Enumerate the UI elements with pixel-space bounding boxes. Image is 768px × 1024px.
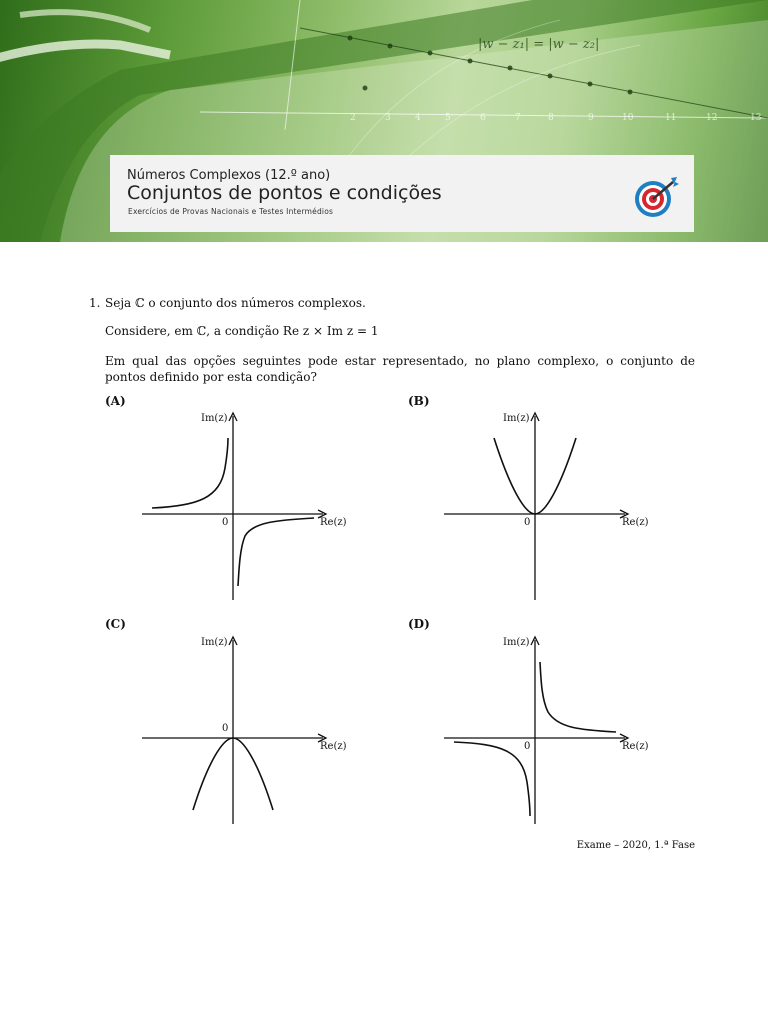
title-box xyxy=(110,155,694,232)
header-banner xyxy=(0,0,768,242)
option-d-label: (D) xyxy=(408,617,430,631)
question-condition: Considere, em ℂ, a condição Re z × Im z = 1 xyxy=(105,324,379,338)
target-logo-icon xyxy=(633,174,679,220)
question-number: 1. xyxy=(89,296,101,310)
option-b-label: (B) xyxy=(408,394,430,408)
svg-text:12: 12 xyxy=(706,113,718,123)
svg-text:9: 9 xyxy=(588,113,594,123)
question-prompt: Em qual das opções seguintes pode estar representado, no plano complexo, o conjunto de pontos definido por esta condição? xyxy=(105,354,695,384)
banner-formula: |w − z₁| = |w − z₂| xyxy=(478,37,600,52)
y-axis-label: Im(z) xyxy=(503,637,530,648)
curve-upper-right xyxy=(540,662,616,732)
graph-option-d xyxy=(440,632,655,827)
curve-upper-left xyxy=(152,438,228,508)
question-intro: Seja ℂ o conjunto dos números complexos. xyxy=(105,296,366,310)
x-axis-label: Re(z) xyxy=(622,741,649,752)
origin-label: 0 xyxy=(222,723,229,734)
y-axis-label: Im(z) xyxy=(201,637,228,648)
svg-text:11: 11 xyxy=(665,113,677,123)
svg-text:8: 8 xyxy=(548,113,554,123)
origin-label: 0 xyxy=(222,517,229,528)
page-subtitle: Exercícios de Provas Nacionais e Testes Intermédios xyxy=(128,207,334,216)
curve-lower-right xyxy=(238,518,314,586)
origin-label: 0 xyxy=(524,741,531,752)
source-reference: Exame – 2020, 1.ª Fase xyxy=(576,840,695,851)
subject-heading: Números Complexos (12.º ano) xyxy=(127,168,331,183)
svg-text:4: 4 xyxy=(415,113,421,123)
origin-label: 0 xyxy=(524,517,531,528)
graph-option-b xyxy=(440,408,655,603)
y-axis-label: Im(z) xyxy=(201,413,228,424)
x-axis-label: Re(z) xyxy=(320,741,347,752)
graph-option-a xyxy=(138,408,353,603)
x-axis-label: Re(z) xyxy=(320,517,347,528)
option-c-label: (C) xyxy=(105,617,126,631)
curve-lower-left xyxy=(454,742,530,816)
y-axis-label: Im(z) xyxy=(503,413,530,424)
svg-text:5: 5 xyxy=(445,113,451,123)
svg-text:13: 13 xyxy=(750,113,762,123)
svg-text:10: 10 xyxy=(622,113,634,123)
svg-text:7: 7 xyxy=(515,113,521,123)
x-axis-label: Re(z) xyxy=(622,517,649,528)
svg-text:3: 3 xyxy=(385,113,391,123)
option-a-label: (A) xyxy=(105,394,126,408)
page-title: Conjuntos de pontos e condições xyxy=(127,182,442,204)
svg-text:2: 2 xyxy=(350,113,356,123)
svg-text:6: 6 xyxy=(480,113,486,123)
graph-option-c xyxy=(138,632,353,827)
